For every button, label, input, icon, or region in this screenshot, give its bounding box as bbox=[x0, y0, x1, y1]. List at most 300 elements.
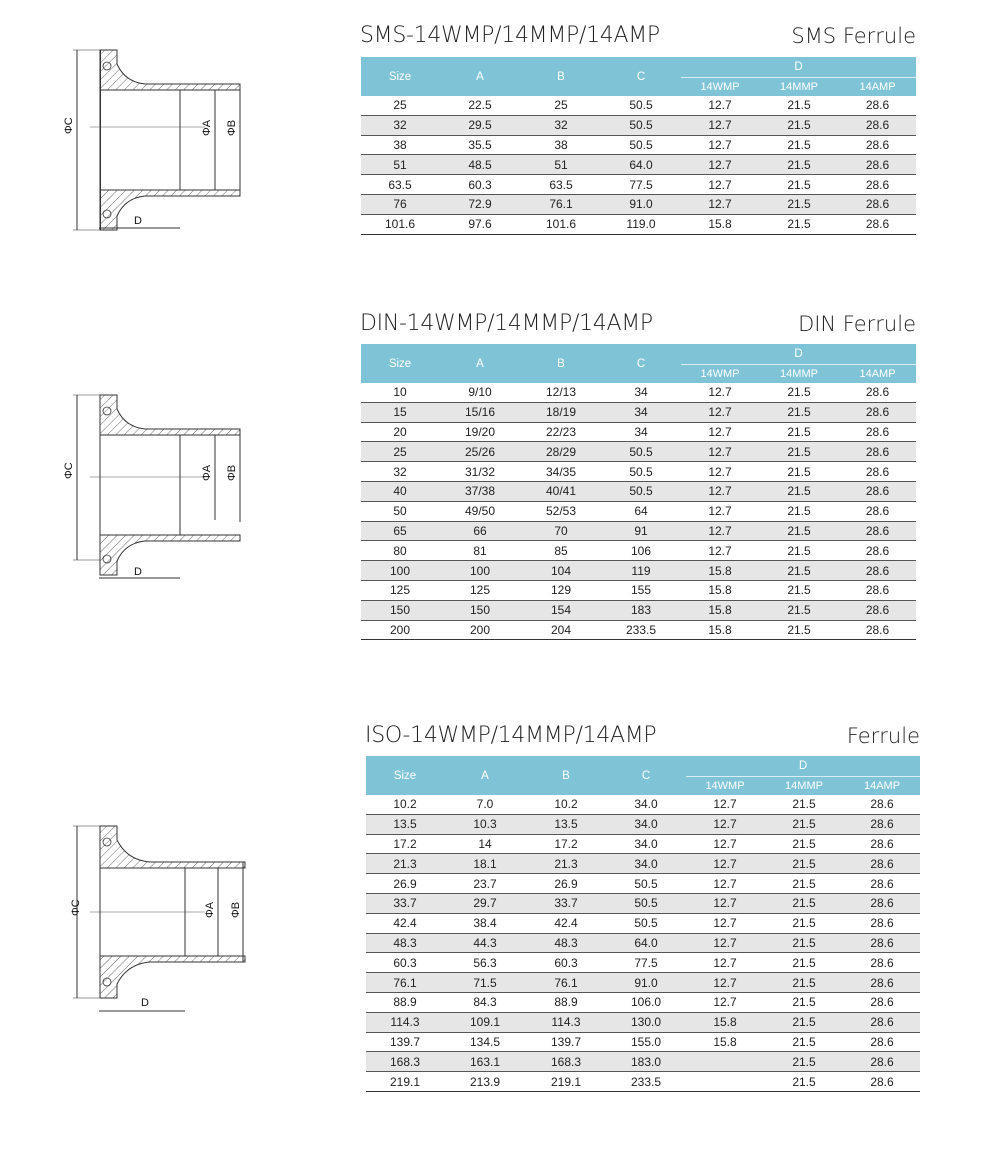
cell-size: 33.7 bbox=[366, 893, 444, 913]
sms-header-size: Size bbox=[361, 57, 439, 96]
cell-d-14wmp: 12.7 bbox=[681, 442, 759, 462]
cell-b: 168.3 bbox=[526, 1052, 606, 1072]
cell-size: 125 bbox=[361, 580, 439, 600]
cell-d-14wmp: 15.8 bbox=[681, 620, 759, 640]
iso-label-b: ΦB bbox=[230, 901, 242, 918]
cell-d-14wmp: 12.7 bbox=[681, 96, 759, 115]
cell-d-14mmp: 21.5 bbox=[759, 600, 839, 620]
cell-size: 76 bbox=[361, 194, 439, 214]
cell-b: 101.6 bbox=[521, 214, 601, 234]
cell-d-14wmp: 12.7 bbox=[681, 175, 759, 195]
cell-d-14mmp: 21.5 bbox=[759, 135, 839, 155]
din-header-c: C bbox=[601, 344, 681, 383]
din-title-row bbox=[360, 304, 916, 336]
cell-b: 154 bbox=[521, 600, 601, 620]
table-row bbox=[361, 115, 916, 135]
cell-d-14wmp: 12.7 bbox=[681, 422, 759, 442]
cell-size: 51 bbox=[361, 155, 439, 175]
table-row bbox=[366, 933, 920, 953]
cell-d-14mmp: 21.5 bbox=[764, 893, 844, 913]
cell-size: 20 bbox=[361, 422, 439, 442]
cell-size: 10 bbox=[361, 383, 439, 402]
cell-c: 106 bbox=[601, 541, 681, 561]
cell-d-14amp: 28.6 bbox=[844, 933, 920, 953]
table-row bbox=[361, 561, 916, 581]
cell-size: 168.3 bbox=[366, 1052, 444, 1072]
cell-c: 50.5 bbox=[601, 96, 681, 115]
din-title: DIN-14WMP/14MMP/14AMP bbox=[360, 311, 653, 336]
cell-size: 21.3 bbox=[366, 854, 444, 874]
table-row bbox=[361, 96, 916, 115]
iso-header-14wmp: 14WMP bbox=[686, 777, 764, 796]
cell-d-14amp: 28.6 bbox=[844, 1052, 920, 1072]
din-table bbox=[361, 344, 916, 640]
cell-d-14wmp: 12.7 bbox=[686, 834, 764, 854]
cell-d-14amp: 28.6 bbox=[839, 155, 916, 175]
cell-d-14mmp: 21.5 bbox=[759, 194, 839, 214]
cell-d-14wmp: 12.7 bbox=[686, 953, 764, 973]
cell-a: 14 bbox=[444, 834, 526, 854]
cell-c: 91.0 bbox=[606, 973, 686, 993]
cell-size: 13.5 bbox=[366, 814, 444, 834]
din-label-d: D bbox=[134, 566, 142, 578]
cell-d-14amp: 28.6 bbox=[844, 953, 920, 973]
cell-b: 51 bbox=[521, 155, 601, 175]
cell-d-14wmp: 12.7 bbox=[686, 933, 764, 953]
sms-header-14amp: 14AMP bbox=[839, 78, 916, 97]
cell-b: 70 bbox=[521, 521, 601, 541]
cell-d-14mmp: 21.5 bbox=[764, 973, 844, 993]
table-row bbox=[366, 1052, 920, 1072]
cell-d-14wmp: 12.7 bbox=[686, 992, 764, 1012]
cell-d-14mmp: 21.5 bbox=[764, 1012, 844, 1032]
din-right-title: DIN Ferrule bbox=[798, 312, 916, 336]
cell-d-14amp: 28.6 bbox=[839, 96, 916, 115]
cell-c: 155 bbox=[601, 580, 681, 600]
cell-d-14wmp: 12.7 bbox=[681, 402, 759, 422]
din-ferrule-drawing bbox=[55, 385, 255, 585]
cell-b: 22/23 bbox=[521, 422, 601, 442]
cell-d-14wmp: 12.7 bbox=[686, 874, 764, 894]
cell-d-14amp: 28.6 bbox=[844, 1032, 920, 1052]
cell-size: 48.3 bbox=[366, 933, 444, 953]
cell-a: 18.1 bbox=[444, 854, 526, 874]
cell-a: 38.4 bbox=[444, 913, 526, 933]
sms-label-b: ΦB bbox=[226, 119, 238, 136]
cell-a: 66 bbox=[439, 521, 521, 541]
cell-size: 80 bbox=[361, 541, 439, 561]
table-row bbox=[361, 521, 916, 541]
cell-d-14mmp: 21.5 bbox=[764, 1032, 844, 1052]
sms-label-d: D bbox=[134, 215, 142, 227]
cell-d-14amp: 28.6 bbox=[839, 115, 916, 135]
cell-size: 150 bbox=[361, 600, 439, 620]
ferrule-drawing-svg bbox=[55, 818, 255, 1028]
cell-a: 29.5 bbox=[439, 115, 521, 135]
cell-a: 22.5 bbox=[439, 96, 521, 115]
table-row bbox=[361, 402, 916, 422]
sms-header-c: C bbox=[601, 57, 681, 96]
cell-d-14amp: 28.6 bbox=[844, 992, 920, 1012]
cell-a: 134.5 bbox=[444, 1032, 526, 1052]
cell-a: 29.7 bbox=[444, 893, 526, 913]
cell-b: 139.7 bbox=[526, 1032, 606, 1052]
sms-header-a: A bbox=[439, 57, 521, 96]
cell-d-14amp: 28.6 bbox=[839, 175, 916, 195]
table-row bbox=[366, 854, 920, 874]
iso-header-d: D bbox=[686, 756, 920, 777]
sms-header-14wmp: 14WMP bbox=[681, 78, 759, 97]
cell-d-14wmp: 12.7 bbox=[686, 795, 764, 814]
cell-size: 60.3 bbox=[366, 953, 444, 973]
cell-d-14amp: 28.6 bbox=[844, 913, 920, 933]
cell-d-14wmp: 15.8 bbox=[681, 561, 759, 581]
cell-d-14amp: 28.6 bbox=[839, 422, 916, 442]
table-row bbox=[361, 481, 916, 501]
iso-label-c: ΦC bbox=[70, 899, 82, 916]
cell-size: 63.5 bbox=[361, 175, 439, 195]
table-row bbox=[361, 422, 916, 442]
cell-d-14mmp: 21.5 bbox=[764, 874, 844, 894]
iso-ferrule-drawing bbox=[55, 818, 255, 1028]
table-row bbox=[361, 442, 916, 462]
cell-c: 50.5 bbox=[601, 442, 681, 462]
cell-d-14mmp: 21.5 bbox=[764, 814, 844, 834]
sms-title-row bbox=[360, 16, 916, 48]
sms-ferrule-drawing bbox=[55, 40, 255, 240]
iso-title-row bbox=[365, 716, 920, 748]
cell-c: 130.0 bbox=[606, 1012, 686, 1032]
cell-d-14wmp: 12.7 bbox=[686, 893, 764, 913]
iso-label-d: D bbox=[141, 997, 149, 1009]
sms-header-b: B bbox=[521, 57, 601, 96]
table-row bbox=[366, 1032, 920, 1052]
table-row bbox=[361, 541, 916, 561]
cell-d-14mmp: 21.5 bbox=[759, 96, 839, 115]
cell-b: 12/13 bbox=[521, 383, 601, 402]
iso-label-a: ΦA bbox=[204, 901, 216, 918]
cell-b: 104 bbox=[521, 561, 601, 581]
cell-d-14amp: 28.6 bbox=[839, 442, 916, 462]
table-row bbox=[361, 580, 916, 600]
table-row bbox=[366, 1072, 920, 1092]
cell-d-14mmp: 21.5 bbox=[759, 521, 839, 541]
cell-c: 34.0 bbox=[606, 854, 686, 874]
cell-d-14mmp: 21.5 bbox=[764, 1052, 844, 1072]
cell-d-14wmp: 12.7 bbox=[681, 541, 759, 561]
cell-a: 60.3 bbox=[439, 175, 521, 195]
cell-d-14amp: 28.6 bbox=[839, 462, 916, 482]
cell-a: 7.0 bbox=[444, 795, 526, 814]
cell-a: 15/16 bbox=[439, 402, 521, 422]
cell-d-14wmp: 12.7 bbox=[681, 155, 759, 175]
cell-b: 21.3 bbox=[526, 854, 606, 874]
cell-d-14mmp: 21.5 bbox=[764, 953, 844, 973]
cell-b: 13.5 bbox=[526, 814, 606, 834]
cell-size: 17.2 bbox=[366, 834, 444, 854]
cell-b: 10.2 bbox=[526, 795, 606, 814]
table-row bbox=[361, 155, 916, 175]
cell-d-14wmp: 12.7 bbox=[681, 115, 759, 135]
cell-size: 26.9 bbox=[366, 874, 444, 894]
cell-d-14wmp: 12.7 bbox=[686, 854, 764, 874]
cell-d-14wmp: 15.8 bbox=[686, 1012, 764, 1032]
din-label-b: ΦB bbox=[226, 464, 238, 481]
cell-c: 64.0 bbox=[606, 933, 686, 953]
iso-header-14amp: 14AMP bbox=[844, 777, 920, 796]
cell-b: 26.9 bbox=[526, 874, 606, 894]
cell-d-14mmp: 21.5 bbox=[764, 933, 844, 953]
cell-d-14wmp: 12.7 bbox=[681, 501, 759, 521]
cell-d-14amp: 28.6 bbox=[844, 973, 920, 993]
table-row bbox=[366, 973, 920, 993]
cell-d-14amp: 28.6 bbox=[839, 600, 916, 620]
cell-b: 34/35 bbox=[521, 462, 601, 482]
cell-a: 9/10 bbox=[439, 383, 521, 402]
cell-a: 31/32 bbox=[439, 462, 521, 482]
cell-c: 34.0 bbox=[606, 814, 686, 834]
table-row bbox=[361, 462, 916, 482]
cell-a: 100 bbox=[439, 561, 521, 581]
table-row bbox=[366, 953, 920, 973]
cell-c: 106.0 bbox=[606, 992, 686, 1012]
table-row bbox=[366, 874, 920, 894]
cell-d-14mmp: 21.5 bbox=[759, 175, 839, 195]
cell-d-14wmp: 15.8 bbox=[681, 580, 759, 600]
cell-b: 28/29 bbox=[521, 442, 601, 462]
cell-d-14wmp: 12.7 bbox=[686, 973, 764, 993]
table-row bbox=[361, 620, 916, 640]
cell-a: 35.5 bbox=[439, 135, 521, 155]
cell-size: 65 bbox=[361, 521, 439, 541]
sms-header-d: D bbox=[681, 57, 916, 78]
cell-b: 63.5 bbox=[521, 175, 601, 195]
cell-c: 50.5 bbox=[606, 893, 686, 913]
cell-a: 163.1 bbox=[444, 1052, 526, 1072]
din-header-14wmp: 14WMP bbox=[681, 365, 759, 384]
cell-a: 72.9 bbox=[439, 194, 521, 214]
sms-label-a: ΦA bbox=[201, 119, 213, 136]
cell-d-14amp: 28.6 bbox=[839, 194, 916, 214]
cell-size: 101.6 bbox=[361, 214, 439, 234]
cell-a: 109.1 bbox=[444, 1012, 526, 1032]
cell-d-14wmp: 12.7 bbox=[681, 481, 759, 501]
cell-d-14amp: 28.6 bbox=[844, 795, 920, 814]
cell-a: 84.3 bbox=[444, 992, 526, 1012]
ferrule-upper-wall bbox=[100, 50, 240, 90]
cell-d-14wmp: 12.7 bbox=[681, 383, 759, 402]
cell-b: 76.1 bbox=[521, 194, 601, 214]
cell-a: 81 bbox=[439, 541, 521, 561]
cell-size: 32 bbox=[361, 115, 439, 135]
cell-b: 40/41 bbox=[521, 481, 601, 501]
cell-d-14mmp: 21.5 bbox=[759, 214, 839, 234]
din-header-size: Size bbox=[361, 344, 439, 383]
cell-d-14amp: 28.6 bbox=[844, 814, 920, 834]
table-row bbox=[361, 383, 916, 402]
table-row bbox=[366, 834, 920, 854]
cell-d-14mmp: 21.5 bbox=[764, 854, 844, 874]
cell-d-14wmp: 12.7 bbox=[681, 462, 759, 482]
cell-c: 183 bbox=[601, 600, 681, 620]
cell-c: 233.5 bbox=[601, 620, 681, 640]
cell-d-14mmp: 21.5 bbox=[759, 462, 839, 482]
cell-size: 10.2 bbox=[366, 795, 444, 814]
iso-header-a: A bbox=[444, 756, 526, 795]
cell-a: 19/20 bbox=[439, 422, 521, 442]
cell-d-14amp: 28.6 bbox=[839, 402, 916, 422]
cell-d-14amp: 28.6 bbox=[839, 481, 916, 501]
cell-b: 33.7 bbox=[526, 893, 606, 913]
cell-d-14mmp: 21.5 bbox=[759, 580, 839, 600]
cell-d-14mmp: 21.5 bbox=[759, 501, 839, 521]
ferrule-upper-wall bbox=[100, 395, 240, 435]
cell-c: 50.5 bbox=[601, 462, 681, 482]
cell-d-14wmp: 15.8 bbox=[681, 600, 759, 620]
ferrule-drawing-svg bbox=[55, 385, 255, 585]
cell-a: 10.3 bbox=[444, 814, 526, 834]
cell-d-14amp: 28.6 bbox=[844, 874, 920, 894]
sms-header-14mmp: 14MMP bbox=[759, 78, 839, 97]
cell-d-14wmp: 12.7 bbox=[681, 135, 759, 155]
iso-header-c: C bbox=[606, 756, 686, 795]
cell-size: 32 bbox=[361, 462, 439, 482]
cell-d-14mmp: 21.5 bbox=[764, 834, 844, 854]
cell-d-14mmp: 21.5 bbox=[759, 402, 839, 422]
cell-d-14amp: 28.6 bbox=[839, 501, 916, 521]
iso-header-b: B bbox=[526, 756, 606, 795]
cell-b: 85 bbox=[521, 541, 601, 561]
sms-table-body bbox=[361, 96, 916, 234]
cell-d-14amp: 28.6 bbox=[839, 561, 916, 581]
cell-size: 114.3 bbox=[366, 1012, 444, 1032]
din-label-c: ΦC bbox=[63, 462, 75, 479]
cell-d-14wmp: 12.7 bbox=[681, 194, 759, 214]
cell-c: 34.0 bbox=[606, 795, 686, 814]
sms-title: SMS-14WMP/14MMP/14AMP bbox=[360, 23, 660, 48]
cell-c: 64.0 bbox=[601, 155, 681, 175]
sms-label-c: ΦC bbox=[63, 117, 75, 134]
table-row bbox=[366, 893, 920, 913]
iso-header-size: Size bbox=[366, 756, 444, 795]
sms-table bbox=[361, 57, 916, 235]
cell-d-14amp: 28.6 bbox=[839, 214, 916, 234]
ferrule-upper-wall bbox=[100, 826, 245, 868]
cell-size: 139.7 bbox=[366, 1032, 444, 1052]
cell-d-14amp: 28.6 bbox=[844, 834, 920, 854]
cell-b: 42.4 bbox=[526, 913, 606, 933]
cell-a: 200 bbox=[439, 620, 521, 640]
cell-size: 42.4 bbox=[366, 913, 444, 933]
cell-a: 25/26 bbox=[439, 442, 521, 462]
cell-a: 56.3 bbox=[444, 953, 526, 973]
cell-size: 50 bbox=[361, 501, 439, 521]
cell-d-14mmp: 21.5 bbox=[759, 620, 839, 640]
din-header-d: D bbox=[681, 344, 916, 365]
cell-a: 37/38 bbox=[439, 481, 521, 501]
cell-d-14amp: 28.6 bbox=[839, 135, 916, 155]
cell-c: 34.0 bbox=[606, 834, 686, 854]
cell-size: 200 bbox=[361, 620, 439, 640]
cell-c: 34 bbox=[601, 402, 681, 422]
cell-b: 25 bbox=[521, 96, 601, 115]
cell-b: 38 bbox=[521, 135, 601, 155]
cell-d-14wmp: 15.8 bbox=[681, 214, 759, 234]
table-row bbox=[366, 913, 920, 933]
cell-size: 38 bbox=[361, 135, 439, 155]
cell-size: 15 bbox=[361, 402, 439, 422]
cell-c: 91.0 bbox=[601, 194, 681, 214]
cell-b: 219.1 bbox=[526, 1072, 606, 1092]
cell-d-14mmp: 21.5 bbox=[764, 1072, 844, 1092]
cell-c: 155.0 bbox=[606, 1032, 686, 1052]
cell-d-14amp: 28.6 bbox=[844, 1072, 920, 1092]
cell-d-14mmp: 21.5 bbox=[759, 481, 839, 501]
cell-a: 48.5 bbox=[439, 155, 521, 175]
cell-a: 213.9 bbox=[444, 1072, 526, 1092]
cell-b: 32 bbox=[521, 115, 601, 135]
din-header-a: A bbox=[439, 344, 521, 383]
din-header-14amp: 14AMP bbox=[839, 365, 916, 384]
cell-c: 233.5 bbox=[606, 1072, 686, 1092]
table-row bbox=[366, 1012, 920, 1032]
cell-c: 91 bbox=[601, 521, 681, 541]
cell-a: 150 bbox=[439, 600, 521, 620]
cell-b: 60.3 bbox=[526, 953, 606, 973]
cell-b: 204 bbox=[521, 620, 601, 640]
iso-title: ISO-14WMP/14MMP/14AMP bbox=[365, 723, 657, 748]
cell-d-14wmp: 15.8 bbox=[686, 1032, 764, 1052]
table-row bbox=[366, 795, 920, 814]
cell-d-14mmp: 21.5 bbox=[759, 383, 839, 402]
cell-d-14wmp bbox=[686, 1052, 764, 1072]
cell-b: 76.1 bbox=[526, 973, 606, 993]
iso-right-title: Ferrule bbox=[846, 724, 920, 748]
cell-a: 125 bbox=[439, 580, 521, 600]
cell-d-14wmp: 12.7 bbox=[686, 814, 764, 834]
din-table-body bbox=[361, 383, 916, 640]
cell-c: 50.5 bbox=[601, 481, 681, 501]
table-row bbox=[366, 992, 920, 1012]
table-row bbox=[361, 194, 916, 214]
cell-c: 50.5 bbox=[601, 135, 681, 155]
cell-c: 50.5 bbox=[601, 115, 681, 135]
cell-d-14amp: 28.6 bbox=[839, 521, 916, 541]
cell-d-14mmp: 21.5 bbox=[764, 795, 844, 814]
iso-table bbox=[366, 756, 920, 1092]
ferrule-drawing-svg bbox=[55, 40, 255, 240]
iso-header-14mmp: 14MMP bbox=[764, 777, 844, 796]
sms-right-title: SMS Ferrule bbox=[791, 24, 916, 48]
cell-size: 88.9 bbox=[366, 992, 444, 1012]
cell-d-14amp: 28.6 bbox=[839, 620, 916, 640]
cell-size: 25 bbox=[361, 442, 439, 462]
cell-d-14amp: 28.6 bbox=[844, 1012, 920, 1032]
cell-b: 129 bbox=[521, 580, 601, 600]
cell-d-14mmp: 21.5 bbox=[759, 541, 839, 561]
din-header-b: B bbox=[521, 344, 601, 383]
cell-b: 18/19 bbox=[521, 402, 601, 422]
cell-b: 52/53 bbox=[521, 501, 601, 521]
cell-a: 49/50 bbox=[439, 501, 521, 521]
cell-d-14amp: 28.6 bbox=[844, 893, 920, 913]
cell-size: 100 bbox=[361, 561, 439, 581]
table-row bbox=[366, 814, 920, 834]
ferrule-lower-wall bbox=[100, 535, 240, 575]
din-header-14mmp: 14MMP bbox=[759, 365, 839, 384]
cell-d-14amp: 28.6 bbox=[839, 383, 916, 402]
din-label-a: ΦA bbox=[201, 464, 213, 481]
